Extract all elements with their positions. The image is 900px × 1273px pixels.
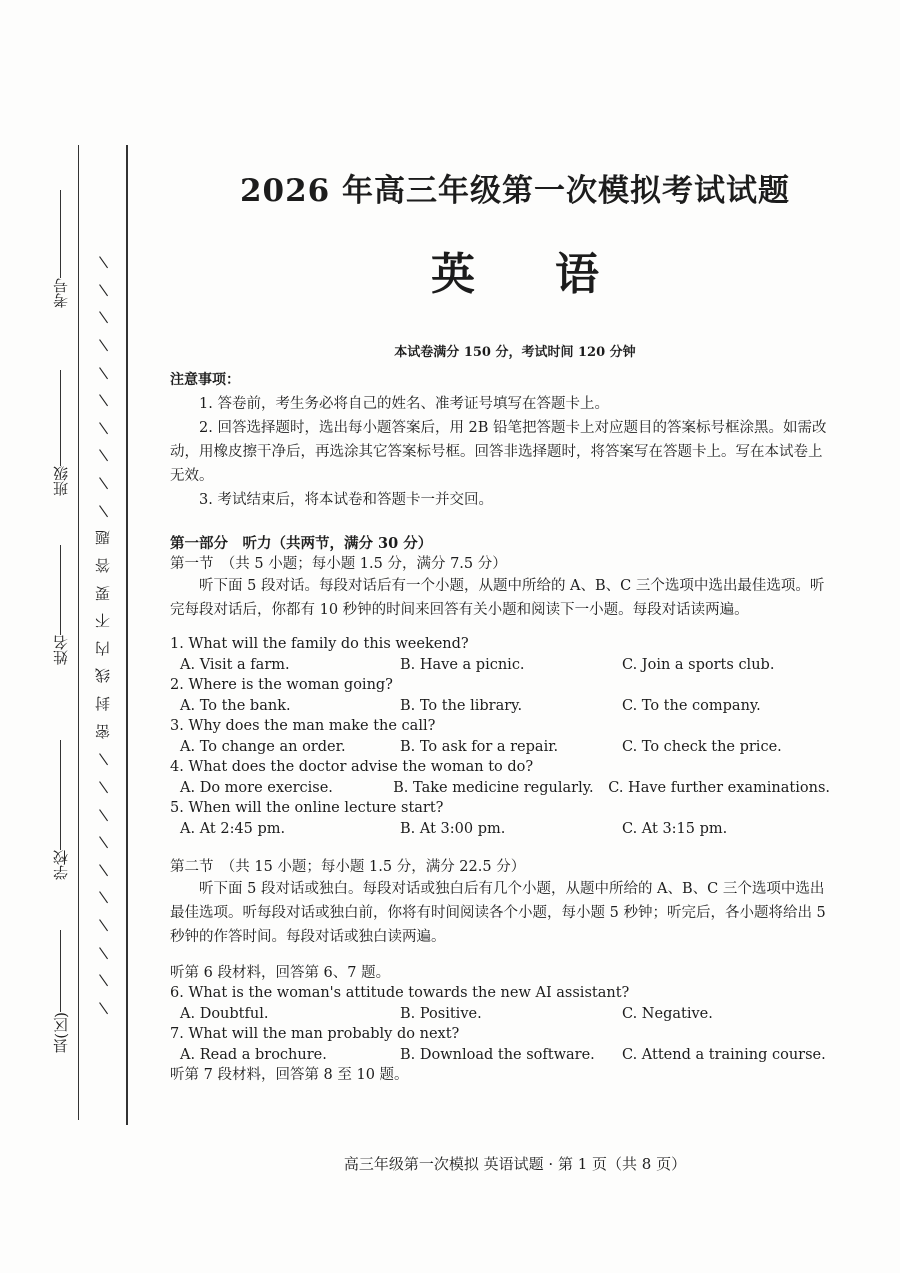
- seal-slash-icon: |: [96, 281, 110, 298]
- option-a[interactable]: A. To the bank.: [180, 697, 291, 714]
- field-rule: [60, 370, 61, 466]
- question: [170, 798, 830, 839]
- question-stem: 5. When will the online lecture start?: [170, 800, 444, 816]
- option-c[interactable]: C. Attend a training course.: [622, 1046, 826, 1063]
- option-a[interactable]: A. Visit a farm.: [180, 656, 290, 673]
- seal-line: [92, 255, 114, 1015]
- seal-slash-icon: |: [96, 834, 110, 851]
- binding-line-outer: [78, 145, 79, 1120]
- exam-title: 2026 年高三年级第一次模拟考试试题: [239, 173, 791, 209]
- seal-slash-icon: |: [96, 889, 110, 906]
- binding-line-inner: [126, 145, 128, 1125]
- section-instructions: 听下面 5 段对话或独白。每段对话或独白后有几个小题，从题中所给的 A、B、C 三个选项中选出最佳选项。听每段对话或独白前，你将有时间阅读各个小题，每小题 5 秒钟；听完后，各小题将给出 5 秒钟的作答时间。每段对话或独白读两遍。: [170, 881, 826, 945]
- seal-char: 答: [94, 557, 112, 573]
- field-exam-number[interactable]: [44, 190, 76, 308]
- field-class[interactable]: [44, 370, 76, 496]
- notice-item: 1. 答卷前，考生务必将自己的姓名、准考证号填写在答题卡上。: [199, 396, 609, 412]
- question-stem: 2. Where is the woman going?: [170, 677, 393, 693]
- seal-slash-icon: |: [96, 944, 110, 961]
- question-stem: 1. What will the family do this weekend?: [170, 636, 469, 652]
- option-b[interactable]: B. To the library.: [400, 697, 523, 714]
- question-stem: 7. What will the man probably do next?: [170, 1026, 460, 1042]
- option-b[interactable]: B. Positive.: [400, 1005, 482, 1022]
- seal-slash-icon: |: [96, 861, 110, 878]
- exam-content: [170, 368, 830, 1085]
- seal-slash-icon: |: [96, 364, 110, 381]
- material-heading: 听第 6 段材料，回答第 6、7 题。: [170, 965, 391, 981]
- seal-slash-icon: |: [96, 972, 110, 989]
- option-a[interactable]: A. Doubtful.: [180, 1005, 269, 1022]
- option-a[interactable]: A. To change an order.: [180, 738, 346, 755]
- seal-slash-icon: |: [96, 999, 110, 1016]
- field-rule: [60, 930, 61, 1012]
- question-stem: 3. Why does the man make the call?: [170, 718, 436, 734]
- seal-slash-icon: |: [96, 778, 110, 795]
- question-stem: 4. What does the doctor advise the woman to do?: [170, 759, 534, 775]
- question: [170, 634, 830, 675]
- question: [170, 1024, 830, 1065]
- seal-slash-icon: |: [96, 447, 110, 464]
- notice-heading: 注意事项：: [170, 372, 240, 388]
- seal-slash-icon: |: [96, 917, 110, 933]
- seal-char: 题: [94, 530, 112, 546]
- option-b[interactable]: B. Have a picnic.: [400, 656, 525, 673]
- option-c[interactable]: C. Have further examinations.: [608, 779, 830, 796]
- page-footer: 高三年级第一次模拟 英语试题 · 第 1 页（共 8 页）: [343, 1155, 687, 1173]
- field-label: 考号: [51, 278, 70, 308]
- seal-char: 线: [94, 668, 112, 684]
- question: [170, 757, 830, 798]
- option-a[interactable]: A. Read a brochure.: [180, 1046, 327, 1063]
- part-title: 第一部分 听力（共两节，满分 30 分）: [170, 535, 433, 552]
- field-label: 班级: [51, 466, 70, 496]
- subject-title: 英语: [431, 249, 679, 300]
- field-school[interactable]: [44, 740, 76, 880]
- section-title: 第二节 （共 15 小题；每小题 1.5 分，满分 22.5 分）: [170, 859, 526, 875]
- seal-char: 封: [94, 696, 112, 711]
- question: [170, 716, 830, 757]
- section-title: 第一节 （共 5 小题；每小题 1.5 分，满分 7.5 分）: [170, 556, 507, 572]
- seal-char: 要: [94, 585, 112, 601]
- field-rule: [60, 190, 61, 278]
- option-c[interactable]: C. Join a sports club.: [622, 656, 775, 673]
- seal-slash-icon: |: [96, 419, 110, 436]
- option-a[interactable]: A. Do more exercise.: [180, 779, 333, 796]
- seal-slash-icon: |: [96, 336, 110, 353]
- question-stem: 6. What is the woman's attitude towards the new AI assistant?: [170, 985, 630, 1001]
- field-label: 县(区): [51, 1012, 70, 1054]
- option-b[interactable]: B. Download the software.: [400, 1046, 595, 1063]
- seal-slash-icon: |: [96, 751, 110, 768]
- field-rule: [60, 545, 61, 635]
- question: [170, 675, 830, 716]
- option-a[interactable]: A. At 2:45 pm.: [180, 820, 286, 837]
- field-label: 学校: [51, 850, 70, 880]
- field-county[interactable]: [44, 930, 76, 1054]
- seal-slash-icon: |: [96, 806, 110, 823]
- material-heading: 听第 7 段材料，回答第 8 至 10 题。: [170, 1067, 409, 1083]
- seal-char: 内: [94, 640, 112, 656]
- seal-slash-icon: |: [96, 309, 110, 326]
- option-b[interactable]: B. Take medicine regularly.: [393, 779, 594, 796]
- question: [170, 983, 830, 1024]
- option-c[interactable]: C. To check the price.: [622, 738, 782, 755]
- exam-meta: 本试卷满分 150 分，考试时间 120 分钟: [394, 345, 636, 360]
- section-instructions: 听下面 5 段对话。每段对话后有一个小题，从题中所给的 A、B、C 三个选项中选出最佳选项。听完每段对话后，你都有 10 秒钟的时间来回答有关小题和阅读下一小题。每段对话读两遍。: [170, 578, 825, 618]
- field-label: 姓名: [51, 635, 70, 665]
- seal-char: 不: [94, 613, 112, 629]
- seal-slash-icon: |: [96, 502, 110, 519]
- notice-item: 2. 回答选择题时，选出每小题答案后，用 2B 铅笔把答题卡上对应题目的答案标号框涂黑。如需改动，用橡皮擦干净后，再选涂其它答案标号框。回答非选择题时，将答案写在答题卡上。写在本试卷上无效。: [170, 420, 827, 484]
- field-name[interactable]: [44, 545, 76, 665]
- option-c[interactable]: C. At 3:15 pm.: [622, 820, 728, 837]
- field-rule: [60, 740, 61, 850]
- option-b[interactable]: B. To ask for a repair.: [400, 738, 559, 755]
- option-b[interactable]: B. At 3:00 pm.: [400, 820, 506, 837]
- seal-slash-icon: |: [96, 475, 110, 491]
- option-c[interactable]: C. Negative.: [622, 1005, 713, 1022]
- seal-char: 密: [94, 723, 112, 739]
- seal-slash-icon: |: [96, 254, 110, 270]
- seal-slash-icon: |: [96, 392, 110, 409]
- option-c[interactable]: C. To the company.: [622, 697, 761, 714]
- notice-item: 3. 考试结束后，将本试卷和答题卡一并交回。: [199, 492, 493, 508]
